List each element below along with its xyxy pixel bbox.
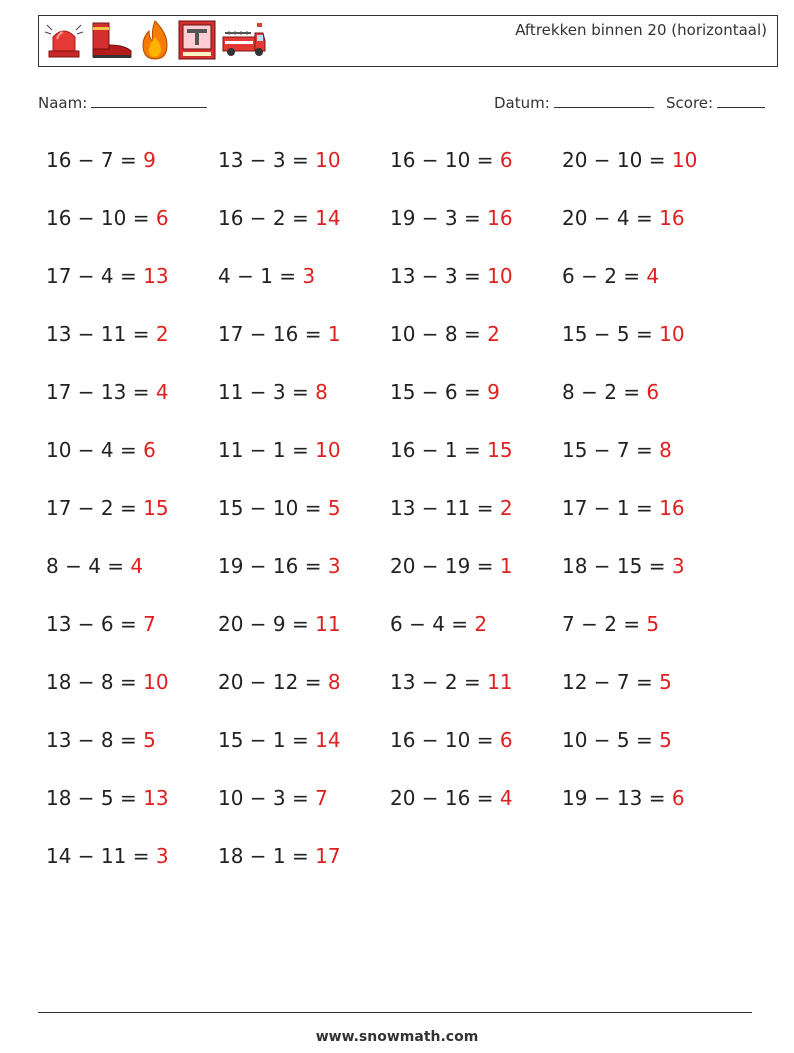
problem-expression: 17 − 1 = [562, 496, 660, 520]
problem-expression: 18 − 8 = [46, 670, 144, 694]
problem-item [562, 496, 685, 520]
problem-item [562, 612, 659, 636]
problem-answer: 10 [315, 438, 341, 462]
problem-item [218, 148, 341, 172]
problem-answer: 16 [659, 496, 685, 520]
problem-answer: 10 [659, 322, 685, 346]
problem-item [218, 844, 341, 868]
problem-answer: 5 [659, 670, 672, 694]
problem-item [562, 322, 685, 346]
problem-answer: 16 [487, 206, 513, 230]
problem-expression: 20 − 4 = [562, 206, 660, 230]
problem-expression: 17 − 13 = [46, 380, 156, 404]
score-label: Score: [666, 94, 714, 112]
problem-expression: 16 − 7 = [46, 148, 144, 172]
footer-site: www.snowmath.com [315, 1029, 479, 1045]
problem-item [218, 554, 341, 578]
problem-item [390, 496, 513, 520]
problem-expression: 13 − 11 = [46, 322, 156, 346]
problem-answer: 4 [646, 264, 660, 288]
worksheet-title: Aftrekken binnen 20 (horizontaal) [515, 21, 767, 39]
problem-expression: 13 − 2 = [390, 670, 488, 694]
problem-expression: 20 − 19 = [390, 554, 500, 578]
problem-expression: 20 − 12 = [218, 670, 328, 694]
problem-answer: 9 [487, 380, 500, 404]
name-label: Naam: [38, 94, 88, 112]
problem-item [46, 148, 156, 172]
problem-answer: 10 [315, 148, 341, 172]
problem-answer: 3 [671, 554, 685, 578]
problem-expression: 17 − 2 = [46, 496, 144, 520]
problem-answer: 2 [155, 322, 169, 346]
problem-item [218, 612, 341, 636]
problem-item [46, 612, 156, 636]
problem-answer: 10 [671, 148, 698, 172]
problem-item [218, 728, 341, 752]
problem-expression: 20 − 10 = [562, 148, 672, 172]
problem-answer: 4 [155, 380, 169, 404]
problem-item [562, 670, 672, 694]
problem-item [46, 264, 169, 288]
problem-expression: 15 − 1 = [218, 728, 316, 752]
problem-item [562, 206, 685, 230]
problem-answer: 3 [302, 264, 316, 288]
problem-expression: 15 − 7 = [562, 438, 660, 462]
problem-item [390, 728, 513, 752]
problem-expression: 8 − 4 = [46, 554, 131, 578]
problem-item [46, 554, 143, 578]
problem-expression: 11 − 3 = [218, 380, 316, 404]
problem-expression: 16 − 2 = [218, 206, 316, 230]
problem-expression: 18 − 1 = [218, 844, 316, 868]
problem-answer: 3 [327, 554, 341, 578]
problem-item [218, 206, 341, 230]
problem-answer: 2 [474, 612, 488, 636]
problem-expression: 8 − 2 = [562, 380, 647, 404]
problem-answer: 6 [155, 206, 169, 230]
problem-expression: 19 − 3 = [390, 206, 488, 230]
problem-expression: 11 − 1 = [218, 438, 316, 462]
problem-item [218, 380, 328, 404]
problem-answer: 15 [143, 496, 169, 520]
problem-item [562, 148, 697, 172]
problem-item [390, 380, 500, 404]
problem-item [218, 438, 341, 462]
problem-item [390, 322, 500, 346]
problem-expression: 4 − 1 = [218, 264, 303, 288]
problem-item [46, 322, 169, 346]
problem-item [390, 206, 513, 230]
problem-answer: 7 [315, 786, 328, 810]
problem-answer: 17 [315, 844, 341, 868]
problem-answer: 10 [143, 670, 169, 694]
problem-answer: 5 [646, 612, 660, 636]
problem-answer: 5 [327, 496, 341, 520]
problem-answer: 13 [143, 786, 169, 810]
problem-expression: 12 − 7 = [562, 670, 660, 694]
problem-answer: 7 [143, 612, 156, 636]
problem-expression: 18 − 15 = [562, 554, 672, 578]
problem-expression: 16 − 10 = [46, 206, 156, 230]
problem-item [562, 438, 672, 462]
problem-answer: 11 [315, 612, 341, 636]
problem-answer: 6 [671, 786, 685, 810]
problem-item [562, 264, 659, 288]
footer-divider [38, 1012, 752, 1013]
problem-answer: 6 [143, 438, 156, 462]
problem-item [46, 496, 169, 520]
problem-expression: 6 − 4 = [390, 612, 475, 636]
problem-item [46, 206, 169, 230]
problem-expression: 20 − 9 = [218, 612, 316, 636]
problem-expression: 16 − 10 = [390, 728, 500, 752]
problem-item [46, 786, 169, 810]
problem-answer: 2 [499, 496, 513, 520]
problem-expression: 13 − 11 = [390, 496, 500, 520]
problem-expression: 7 − 2 = [562, 612, 647, 636]
problem-expression: 10 − 8 = [390, 322, 488, 346]
problem-expression: 16 − 1 = [390, 438, 488, 462]
date-label: Datum: [494, 94, 550, 112]
problem-answer: 3 [155, 844, 169, 868]
problem-answer: 6 [646, 380, 660, 404]
problem-answer: 5 [143, 728, 156, 752]
problem-answer: 14 [315, 728, 341, 752]
problem-expression: 16 − 10 = [390, 148, 500, 172]
problem-answer: 10 [487, 264, 513, 288]
problem-item [218, 322, 341, 346]
problem-item [562, 554, 685, 578]
problem-answer: 6 [499, 148, 513, 172]
problem-answer: 15 [487, 438, 513, 462]
problem-expression: 15 − 6 = [390, 380, 488, 404]
problem-item [46, 844, 169, 868]
problem-item [46, 670, 169, 694]
problem-expression: 10 − 5 = [562, 728, 660, 752]
problem-expression: 14 − 11 = [46, 844, 156, 868]
problem-answer: 2 [487, 322, 500, 346]
problem-item [46, 380, 169, 404]
problem-item [390, 438, 513, 462]
problem-answer: 1 [327, 322, 341, 346]
problem-answer: 4 [499, 786, 513, 810]
problem-expression: 13 − 3 = [390, 264, 488, 288]
problem-item [562, 728, 672, 752]
problem-answer: 4 [130, 554, 144, 578]
problem-expression: 18 − 5 = [46, 786, 144, 810]
problem-expression: 10 − 3 = [218, 786, 316, 810]
problem-answer: 8 [659, 438, 672, 462]
problem-answer: 8 [315, 380, 328, 404]
problem-item [390, 786, 513, 810]
problem-item [390, 554, 513, 578]
problem-answer: 11 [487, 670, 513, 694]
problem-expression: 13 − 6 = [46, 612, 144, 636]
problem-expression: 10 − 4 = [46, 438, 144, 462]
problem-answer: 13 [143, 264, 169, 288]
problem-item [218, 786, 328, 810]
problem-item [390, 264, 513, 288]
problem-answer: 5 [659, 728, 672, 752]
problem-expression: 6 − 2 = [562, 264, 647, 288]
problem-expression: 17 − 4 = [46, 264, 144, 288]
problem-item [562, 380, 659, 404]
problem-item [390, 670, 513, 694]
problem-expression: 19 − 13 = [562, 786, 672, 810]
problem-answer: 6 [499, 728, 513, 752]
problem-item [218, 670, 341, 694]
problem-answer: 16 [659, 206, 685, 230]
problem-item [390, 148, 513, 172]
problem-answer: 8 [327, 670, 341, 694]
problem-expression: 13 − 3 = [218, 148, 316, 172]
problem-item [218, 264, 315, 288]
problem-item [46, 438, 156, 462]
problem-answer: 14 [315, 206, 341, 230]
problem-item [562, 786, 685, 810]
problem-expression: 19 − 16 = [218, 554, 328, 578]
problem-item [46, 728, 156, 752]
problem-expression: 15 − 5 = [562, 322, 660, 346]
problem-item [218, 496, 341, 520]
problem-expression: 20 − 16 = [390, 786, 500, 810]
problem-answer: 1 [499, 554, 513, 578]
problem-expression: 17 − 16 = [218, 322, 328, 346]
problem-item [390, 612, 487, 636]
problem-expression: 13 − 8 = [46, 728, 144, 752]
problem-expression: 15 − 10 = [218, 496, 328, 520]
problem-answer: 9 [143, 148, 156, 172]
